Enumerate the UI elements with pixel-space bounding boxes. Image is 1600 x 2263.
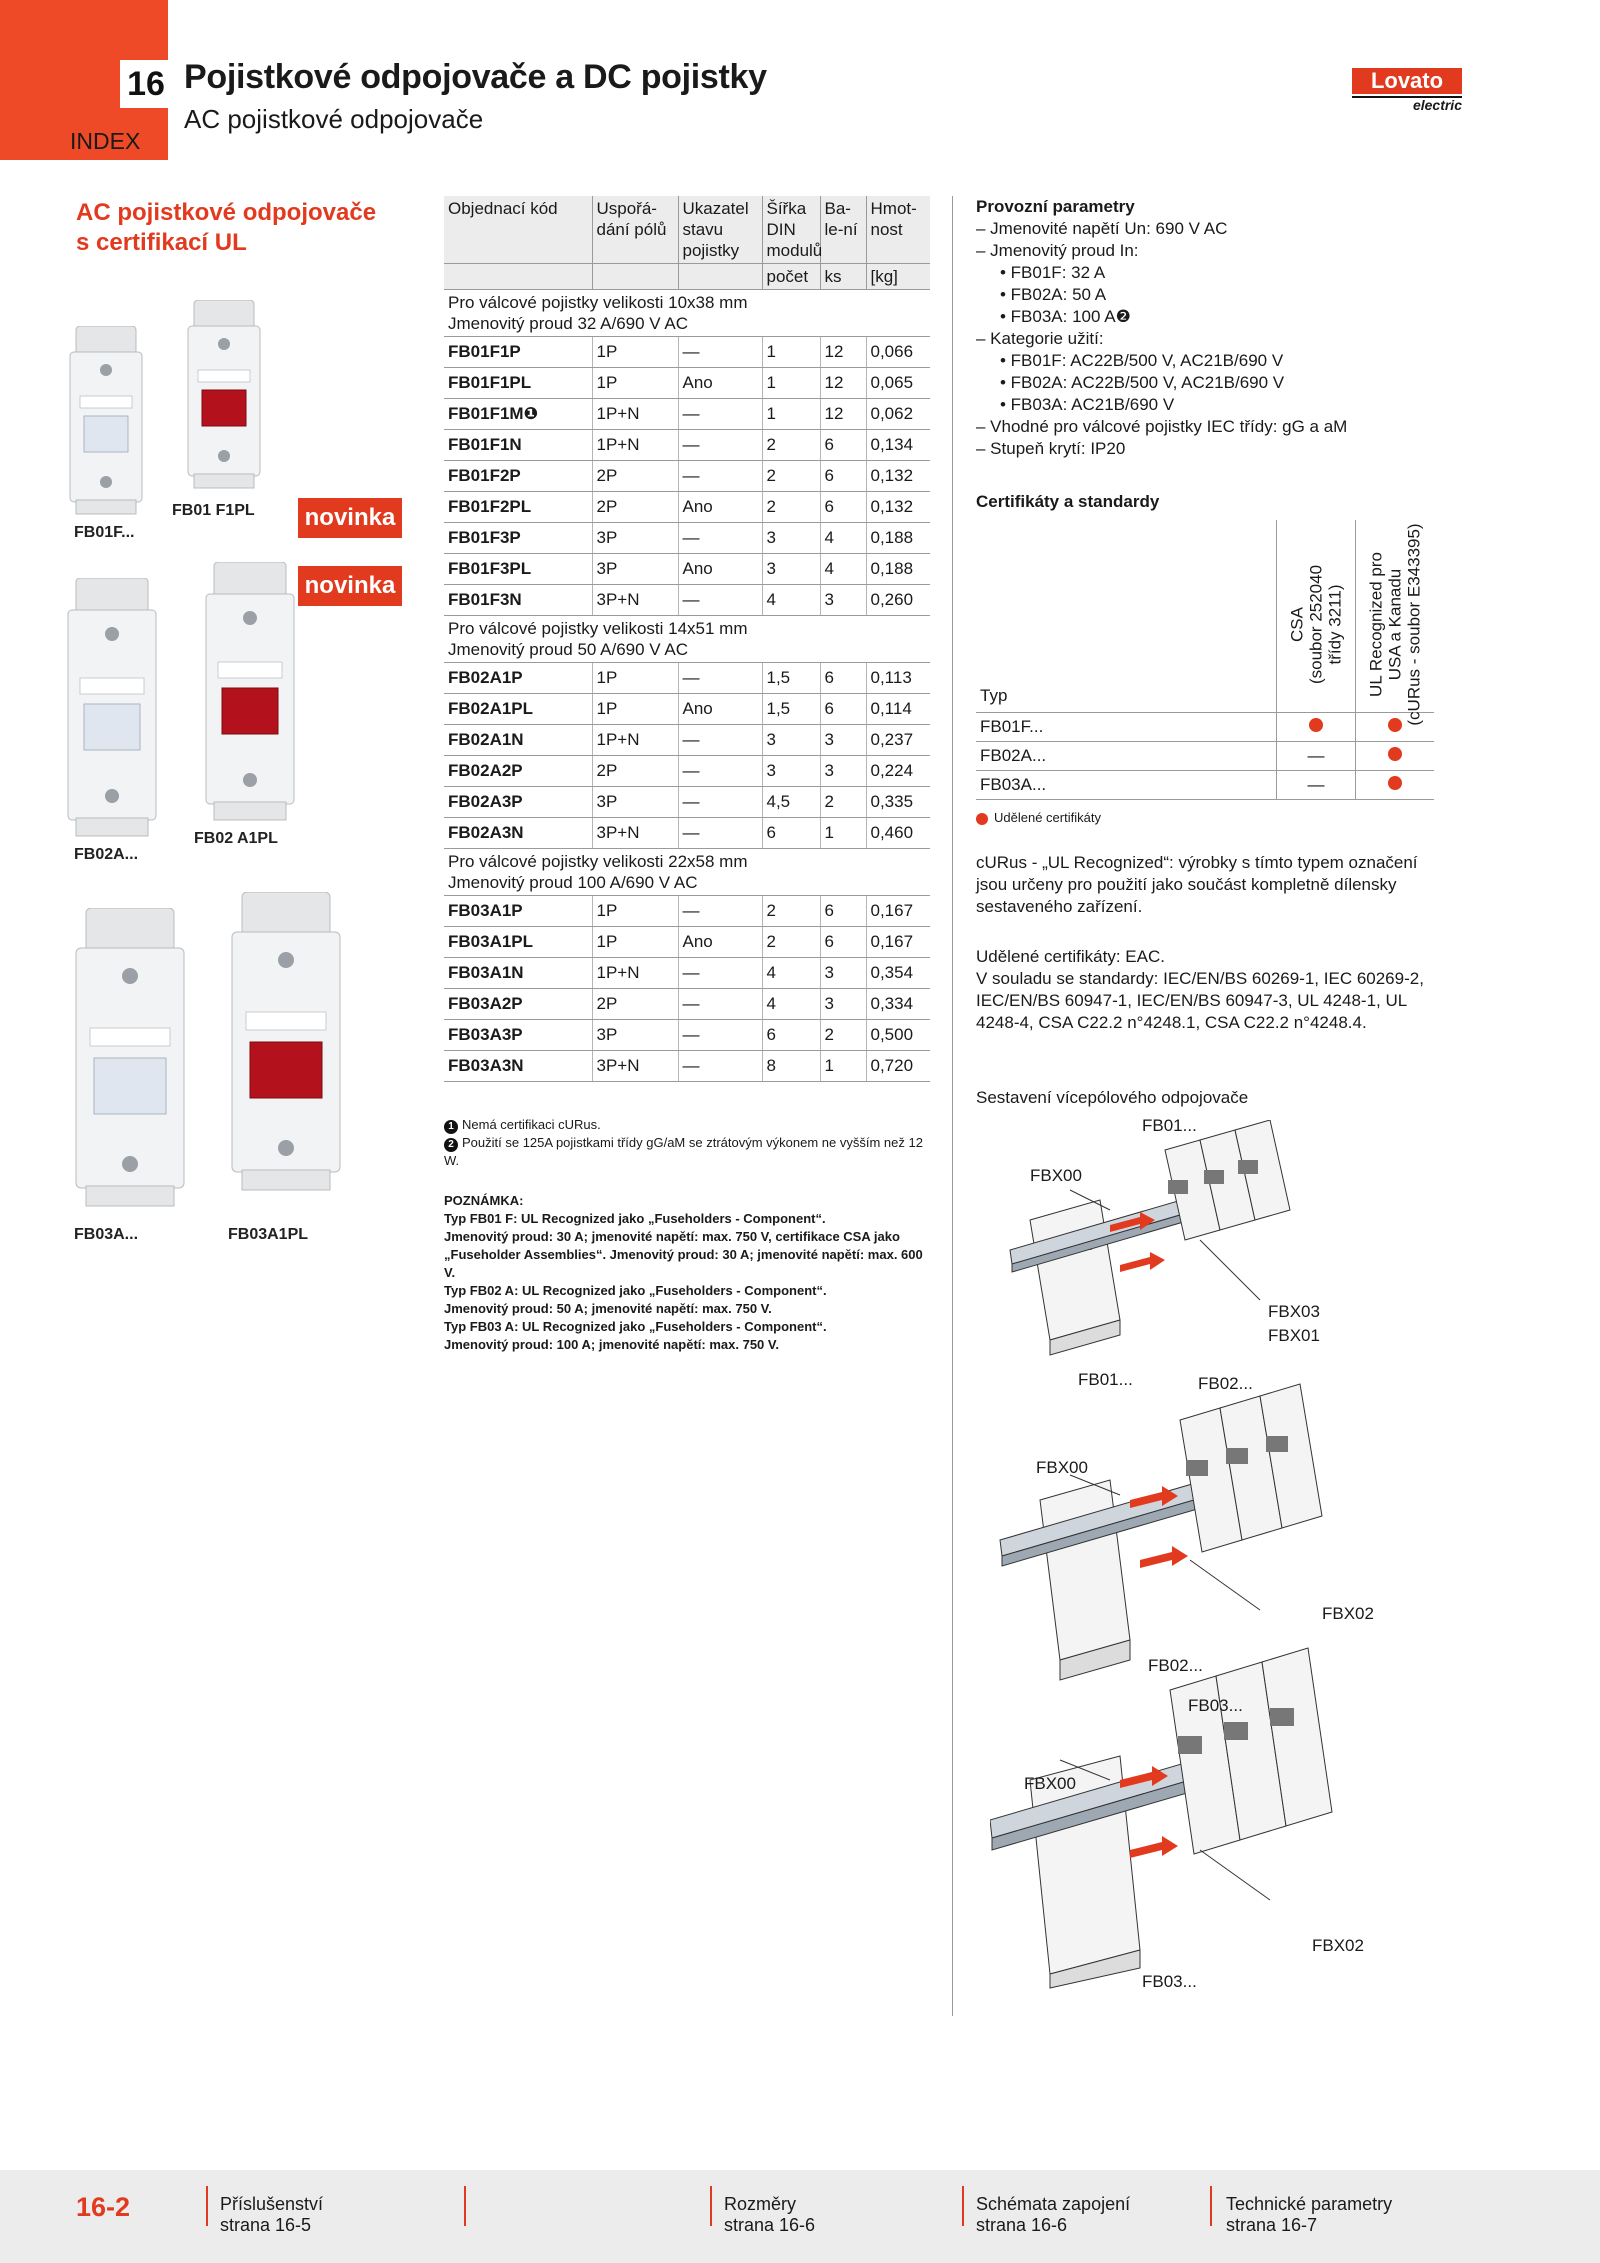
table-row [444,399,930,430]
table-cell: — [678,1020,762,1051]
table-cell: 3P [592,523,678,554]
assembly-label: FBX00 [1030,1166,1082,1185]
table-cell: 1P [592,368,678,399]
table-cell: — [678,989,762,1020]
lovato-logo [1352,68,1462,114]
cert-dot-icon [1309,718,1323,732]
logo-sub: electric [1352,96,1462,112]
table-cell: 3P [592,787,678,818]
table-header-row [444,196,930,264]
table-row [444,1051,930,1082]
cert-table [976,520,1434,800]
table-cell: 3P+N [592,585,678,616]
ul-header-line: (cURus - soubor E343395) [1404,523,1424,726]
fb03a1pl-product-image [226,892,346,1192]
cert-type: FB01F... [976,713,1277,742]
poznamka-line: Typ FB02 A: UL Recognized jako „Fuseholders - Component“. [444,1283,827,1298]
col-header: Hmot-nost [866,196,930,264]
table-cell: Ano [678,694,762,725]
cert-type: FB02A... [976,742,1277,771]
table-cell: 3 [820,756,866,787]
table-cell: 6 [820,663,866,694]
table-cell: 1P+N [592,725,678,756]
table-cell: 6 [820,927,866,958]
param-line: • FB03A: AC21B/690 V [1000,395,1175,414]
cert-legend [976,810,1101,825]
table-cell: 4 [762,958,820,989]
csa-header-line: (soubor 252040 [1306,564,1326,685]
group-description: Jmenovitý proud 32 A/690 V AC [448,314,689,333]
product-label: FB03A... [74,1226,139,1243]
param-line: • FB03A: 100 A❷ [1000,307,1131,326]
table-cell: — [678,585,762,616]
table-cell: 0,260 [866,585,930,616]
table-row [444,523,930,554]
param-line: – Jmenovitý proud In: [976,241,1139,260]
product-label: FB01 F1PL [172,502,255,519]
assembly-label: FB02... [1148,1656,1203,1675]
table-row [444,927,930,958]
table-row [444,337,930,368]
param-line: – Kategorie užití: [976,329,1104,348]
table-row [444,725,930,756]
param-line: • FB01F: 32 A [1000,263,1106,282]
param-line: • FB01F: AC22B/500 V, AC21B/690 V [1000,351,1284,370]
group-description: Jmenovitý proud 50 A/690 V AC [448,640,689,659]
order-code: FB03A1PL [444,927,592,958]
assembly-fb01 [1010,1120,1290,1355]
table-cell: 6 [762,818,820,849]
section-title-line1: AC pojistkové odpojovače [76,199,377,226]
cert-dot-icon [1388,747,1402,761]
table-cell: — [678,461,762,492]
page-title: Pojistkové odpojovače a DC pojistky [184,58,767,96]
cert-cell-csa [1277,771,1356,800]
order-code: FB02A1N [444,725,592,756]
table-cell: 0,066 [866,337,930,368]
table-cell: 6 [762,1020,820,1051]
product-label: FB03A1PL [228,1226,309,1243]
table-cell: — [678,663,762,694]
table-row [444,430,930,461]
col-header: Ba-le-ní [820,196,866,264]
param-line: • FB02A: 50 A [1000,285,1107,304]
table-cell: 1P [592,663,678,694]
table-cell: 1P [592,896,678,927]
fb01f-product-image [66,326,146,516]
order-code: FB01F3PL [444,554,592,585]
table-cell: 4 [762,989,820,1020]
table-cell: 2 [762,896,820,927]
unit-cell [592,264,678,290]
footer-separator [710,2186,712,2226]
assembly-label: FBX02 [1322,1604,1374,1623]
table-cell: — [678,896,762,927]
cert-row [976,771,1434,800]
table-cell: 0,188 [866,523,930,554]
table-cell: 0,335 [866,787,930,818]
footer-link-accessories[interactable] [220,2194,323,2236]
table-cell: — [678,1051,762,1082]
novinka-badge: novinka [298,566,402,606]
footer-link-wiring[interactable] [976,2194,1130,2236]
section-title-line2: s certifikací UL [76,229,247,256]
table-row [444,492,930,523]
table-row [444,896,930,927]
param-line: – Vhodné pro válcové pojistky IEC třídy: gG a aM [976,417,1348,436]
column-divider [952,196,953,2016]
poznamka-line: Jmenovitý proud: 50 A; jmenovité napětí: max. 750 V. [444,1301,772,1316]
page-subtitle: AC pojistkové odpojovače [184,104,484,134]
table-row [444,368,930,399]
table-row [444,461,930,492]
unit-cell [444,264,592,290]
col-header: Objednací kód [444,196,592,264]
table-cell: 3 [820,989,866,1020]
poznamka-line: Jmenovitý proud: 30 A; jmenovité napětí: max. 750 V, certifikace CSA jako „Fuseholder Assemblies“. Jmenovitý proud: 30 A; jmenovité napětí: max. 600 V. [444,1229,923,1280]
poznamka-line: Jmenovitý proud: 100 A; jmenovité napětí: max. 750 V. [444,1337,779,1352]
table-cell: 2P [592,989,678,1020]
order-code: FB01F3N [444,585,592,616]
table-row [444,1020,930,1051]
param-line: • FB02A: AC22B/500 V, AC21B/690 V [1000,373,1285,392]
assembly-label: FBX02 [1312,1936,1364,1955]
table-cell: 0,460 [866,818,930,849]
fb01f1pl-product-image [184,300,264,490]
table-cell: — [678,523,762,554]
footer-separator [206,2186,208,2226]
table-row [444,989,930,1020]
group-description: Jmenovitý proud 100 A/690 V AC [448,873,698,892]
table-cell: 1,5 [762,663,820,694]
product-label: FB02 A1PL [194,830,278,847]
table-cell: 4 [820,554,866,585]
footnote-text: Použití se 125A pojistkami třídy gG/aM se ztrátovým výkonem ne vyšším než 12 W. [444,1135,923,1168]
footer-link-technical[interactable] [1226,2194,1392,2236]
table-cell: 1,5 [762,694,820,725]
page-number: 16-2 [76,2192,131,2222]
col-header: Ukazatel stavu pojistky [678,196,762,264]
footer-separator [1210,2186,1212,2226]
cert-type: FB03A... [976,771,1277,800]
table-cell: 2 [820,787,866,818]
table-cell: 0,134 [866,430,930,461]
cert-row [976,713,1434,742]
group-row [444,616,930,663]
group-row [444,849,930,896]
footer-link-page: strana 16-6 [724,2215,816,2235]
table-cell: 1P [592,694,678,725]
table-row [444,787,930,818]
order-code: FB03A1N [444,958,592,989]
table-cell: Ano [678,554,762,585]
order-code: FB02A3P [444,787,592,818]
poznamka-line: POZNÁMKA: [444,1193,524,1208]
assembly-fb02 [1000,1384,1322,1680]
order-code: FB01F1M❶ [444,399,592,430]
assembly-label: FBX00 [1024,1774,1076,1793]
assembly-title: Sestavení vícepólového odpojovače [976,1088,1249,1107]
unit-cell: ks [820,264,866,290]
unit-cell: počet [762,264,820,290]
table-row [444,958,930,989]
table-cell: 1 [762,399,820,430]
table-cell: — [678,787,762,818]
table-cell: 12 [820,337,866,368]
order-code: FB01F1N [444,430,592,461]
table-cell: 2 [762,430,820,461]
table-row [444,554,930,585]
assembly-label: FBX01 [1268,1326,1320,1345]
cert-dash: — [1307,746,1325,765]
table-units-row [444,264,930,290]
cert-dot-icon [1388,776,1402,790]
footnote-mark: 1 [444,1120,458,1134]
table-cell: 3P+N [592,1051,678,1082]
table-cell: — [678,430,762,461]
table-cell: 3P [592,554,678,585]
curus-text: cURus - „UL Recognized“: výrobky s tímto typem označení jsou určeny pro použití jako součást kompletně dílensky sestaveného zařízení. [976,853,1418,916]
footer-link-dimensions[interactable] [724,2194,815,2236]
assembly-label: FBX00 [1036,1458,1088,1477]
footer-separator [962,2186,964,2226]
table-cell: 3 [762,554,820,585]
table-cell: 1P [592,337,678,368]
footer-link-page: strana 16-5 [220,2215,312,2235]
table-cell: 1 [762,337,820,368]
footer-separator [464,2186,466,2226]
footer-link-page: strana 16-7 [1226,2215,1318,2235]
table-cell: 0,132 [866,461,930,492]
param-line: – Jmenovité napětí Un: 690 V AC [976,219,1228,238]
table-cell: 0,132 [866,492,930,523]
footnote [444,1116,934,1134]
table-row [444,756,930,787]
assembly-diagram [990,1120,1360,1990]
standards-line: V souladu se standardy: IEC/EN/BS 60269-1, IEC 60269-2, IEC/EN/BS 60947-1, IEC/EN/BS 60947-3, UL 4248-1, UL 4248-4, CSA C22.2 n°4248.1, CSA C22.2 n°4248.4. [976,969,1424,1032]
footnote-text: Nemá certifikaci cURus. [462,1117,601,1132]
order-code: FB03A2P [444,989,592,1020]
table-cell: 1 [762,368,820,399]
table-cell: 2 [820,1020,866,1051]
table-cell: 0,354 [866,958,930,989]
assembly-fb03 [990,1648,1332,1988]
group-cell [444,849,930,896]
cert-dot-icon [976,813,988,825]
order-code: FB02A1PL [444,694,592,725]
ul-header-line: USA a Kanadu [1385,568,1405,681]
table-row [444,663,930,694]
order-code: FB01F1P [444,337,592,368]
table-cell: 6 [820,694,866,725]
group-cell [444,616,930,663]
poznamka-line: Typ FB03 A: UL Recognized jako „Fuseholders - Component“. [444,1319,827,1334]
table-cell: 2 [762,461,820,492]
table-cell: 1P+N [592,430,678,461]
col-header: Šířka DIN modulů [762,196,820,264]
table-cell: 2 [762,927,820,958]
assembly-label: FB02... [1198,1374,1253,1393]
order-code: FB01F2PL [444,492,592,523]
poznamka-line: Typ FB01 F: UL Recognized jako „Fuseholders - Component“. [444,1211,826,1226]
table-row [444,818,930,849]
product-label: FB01F... [74,524,135,541]
table-cell: 2P [592,756,678,787]
table-cell: — [678,958,762,989]
param-line: – Stupeň krytí: IP20 [976,439,1126,458]
table-cell: 6 [820,430,866,461]
legend-text: Udělené certifikáty [994,810,1101,825]
fb03a-product-image [70,908,190,1208]
table-cell: 0,065 [866,368,930,399]
cert-cell-csa [1277,742,1356,771]
chapter-number: 16 [120,60,172,108]
table-cell: 1P+N [592,958,678,989]
table-cell: 0,334 [866,989,930,1020]
cert-cell-ul [1356,742,1435,771]
table-cell: — [678,725,762,756]
footnote [444,1134,934,1169]
csa-header [1277,520,1356,713]
unit-cell: [kg] [866,264,930,290]
order-code: FB01F2P [444,461,592,492]
order-code: FB03A1P [444,896,592,927]
table-cell: 3 [762,725,820,756]
table-cell: 0,237 [866,725,930,756]
table-cell: 3 [762,523,820,554]
assembly-label: FB03... [1142,1972,1197,1991]
product-table [444,196,930,1082]
table-cell: 1 [820,818,866,849]
table-cell: — [678,337,762,368]
index-link[interactable]: INDEX [70,128,141,154]
csa-header-line: CSA [1287,607,1307,642]
table-cell: 3P+N [592,818,678,849]
table-cell: 4,5 [762,787,820,818]
cert-header-row [976,520,1434,713]
table-cell: 0,720 [866,1051,930,1082]
table-cell: 2P [592,492,678,523]
table-cell: 0,113 [866,663,930,694]
group-description: Pro válcové pojistky velikosti 22x58 mm [448,852,748,871]
table-cell: Ano [678,368,762,399]
csa-header-line: třídy 3211) [1325,584,1345,665]
table-cell: 3 [820,725,866,756]
certificates-line: Udělené certifikáty: EAC. [976,947,1165,966]
table-cell: 3P [592,1020,678,1051]
order-code: FB02A2P [444,756,592,787]
ul-header-line: UL Recognized pro [1366,552,1386,697]
group-description: Pro válcové pojistky velikosti 14x51 mm [448,619,748,638]
table-cell: 0,167 [866,927,930,958]
table-cell: 4 [820,523,866,554]
footer-link-page: strana 16-6 [976,2215,1068,2235]
table-cell: 3 [762,756,820,787]
assembly-label: FB01... [1142,1116,1197,1135]
table-cell: 6 [820,896,866,927]
table-cell: 1 [820,1051,866,1082]
table-cell: 0,114 [866,694,930,725]
cert-cell-csa [1277,713,1356,742]
footer-link-title: Technické parametry [1226,2194,1393,2214]
table-cell: 2 [762,492,820,523]
fb02a1pl-product-image [200,562,300,822]
cert-dash: — [1307,775,1325,794]
cert-title: Certifikáty a standardy [976,492,1160,511]
table-cell: 0,224 [866,756,930,787]
table-row [444,585,930,616]
order-code: FB03A3P [444,1020,592,1051]
footnote-mark: 2 [444,1138,458,1152]
fb02a-product-image [62,578,162,838]
footer-link-title: Příslušenství [220,2194,324,2214]
params-title: Provozní parametry [976,197,1135,216]
assembly-label: FB01... [1078,1370,1133,1389]
type-label: Typ [976,520,1277,713]
table-cell: 8 [762,1051,820,1082]
section-title [76,198,416,258]
footer-link-title: Rozměry [724,2194,797,2214]
footer-link-title: Schémata zapojení [976,2194,1131,2214]
product-label: FB02A... [74,846,139,863]
table-cell: 12 [820,399,866,430]
table-cell: 1P+N [592,399,678,430]
footnotes [444,1116,934,1169]
table-cell: 0,062 [866,399,930,430]
table-cell: 3 [820,585,866,616]
table-row [444,694,930,725]
table-cell: 3 [820,958,866,989]
certificates-text [976,946,1446,1034]
group-description: Pro válcové pojistky velikosti 10x38 mm [448,293,748,312]
table-cell: 6 [820,492,866,523]
novinka-badge: novinka [298,498,402,538]
assembly-label: FBX03 [1268,1302,1320,1321]
operating-parameters [976,196,1456,460]
table-cell: 2P [592,461,678,492]
order-code: FB03A3N [444,1051,592,1082]
order-code: FB02A1P [444,663,592,694]
order-code: FB01F3P [444,523,592,554]
group-cell [444,290,930,337]
table-cell: — [678,399,762,430]
table-cell: — [678,818,762,849]
order-code: FB01F1PL [444,368,592,399]
assembly-label: FB03... [1188,1696,1243,1715]
table-cell: 0,167 [866,896,930,927]
cert-row [976,742,1434,771]
table-cell: 1P [592,927,678,958]
logo-text: Lovato [1352,68,1462,94]
table-cell: 4 [762,585,820,616]
group-row [444,290,930,337]
col-header: Uspořá-dání pólů [592,196,678,264]
ul-header [1356,520,1435,726]
poznamka [444,1192,934,1354]
order-code: FB02A3N [444,818,592,849]
table-cell: Ano [678,927,762,958]
unit-cell [678,264,762,290]
table-cell: 12 [820,368,866,399]
table-cell: 0,500 [866,1020,930,1051]
table-cell: Ano [678,492,762,523]
table-cell: 6 [820,461,866,492]
table-cell: 0,188 [866,554,930,585]
table-cell: — [678,756,762,787]
cert-cell-ul [1356,771,1435,800]
